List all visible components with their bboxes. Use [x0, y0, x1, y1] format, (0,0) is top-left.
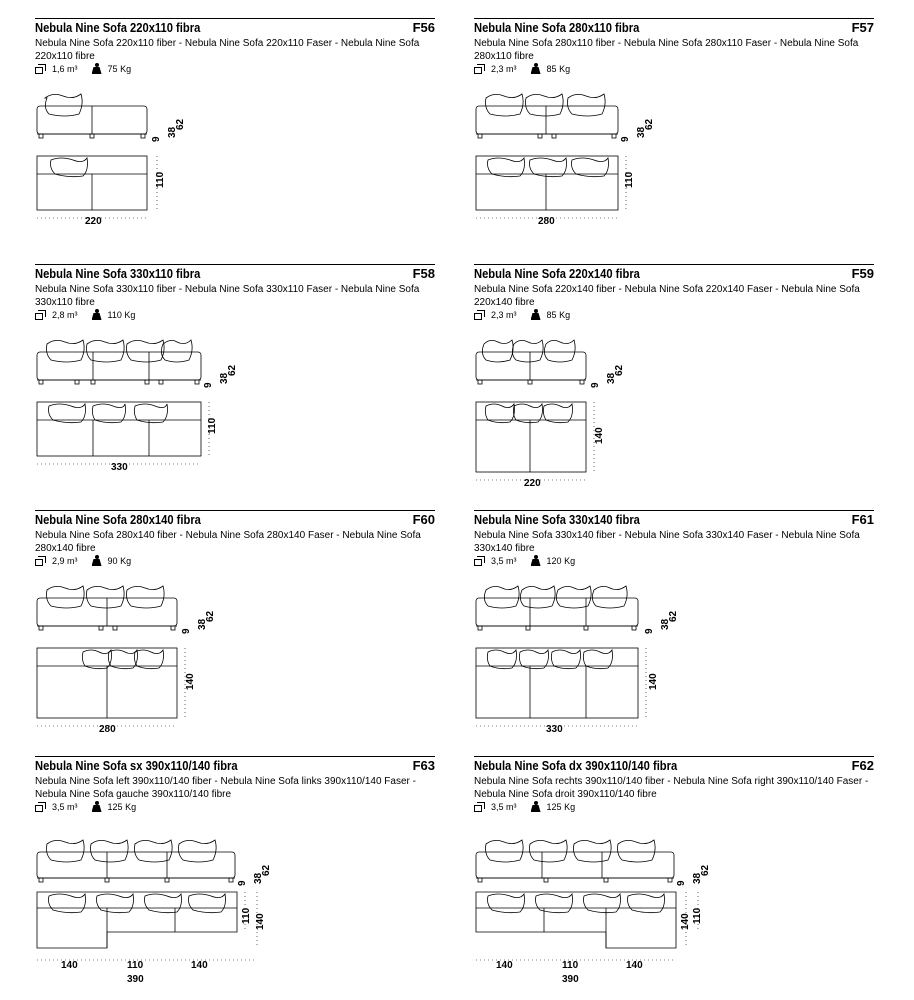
product-description: Nebula Nine Sofa 330x140 fiber - Nebula Nine Sofa 330x140 Faser - Nebula Nine Sofa 330x140 fibre — [474, 530, 860, 554]
product-title: Nebula Nine Sofa dx 390x110/140 fibra — [474, 758, 678, 773]
dim-height: 62 — [227, 364, 238, 376]
weight-unit: Kg — [559, 309, 571, 320]
volume-box-icon — [35, 64, 46, 74]
product-description: Nebula Nine Sofa rechts 390x110/140 fiber - Nebula Nine Sofa right 390x110/140 Faser - Nebula Nine Sofa droit 390x110/140 fibre — [474, 776, 869, 800]
volume-value: 3,5 — [491, 801, 504, 812]
specs-row — [474, 555, 575, 566]
specs-row — [474, 309, 570, 320]
specs-row — [35, 309, 135, 320]
dim-seat: 38 — [253, 872, 264, 884]
weight-unit: Kg — [120, 555, 132, 566]
dimension-lines — [37, 892, 257, 960]
dim-depth: 110 — [155, 171, 166, 188]
dim-seg-a: 140 — [496, 960, 513, 971]
product-description: Nebula Nine Sofa 280x110 fiber - Nebula Nine Sofa 280x110 Faser - Nebula Nine Sofa 280x110 fibre — [474, 38, 859, 62]
dim-width: 390 — [127, 974, 144, 985]
volume-box-icon — [474, 310, 485, 320]
sofa-plan-view — [37, 892, 237, 948]
product-card-f58 — [35, 264, 435, 504]
dim-leg: 9 — [181, 628, 192, 634]
sofa-front-view — [476, 94, 618, 138]
dim-leg: 9 — [676, 880, 687, 886]
dim-seg-a: 140 — [61, 960, 78, 971]
dim-seg-b: 110 — [127, 960, 144, 971]
product-code: F62 — [851, 758, 874, 773]
dim-height: 62 — [205, 610, 216, 622]
product-card-f62 — [474, 756, 874, 996]
sofa-drawing — [35, 324, 435, 504]
dimension-lines — [476, 156, 626, 218]
volume-box-icon — [474, 802, 485, 812]
dim-depth: 140 — [594, 427, 605, 444]
product-title: Nebula Nine Sofa 330x140 fibra — [474, 512, 640, 527]
product-code: F63 — [412, 758, 435, 773]
product-code: F59 — [851, 266, 874, 281]
dim-leg: 9 — [151, 136, 162, 142]
dim-width: 330 — [546, 724, 563, 735]
dim-depth: 110 — [624, 171, 635, 188]
volume-box-icon — [35, 310, 46, 320]
weight-icon — [92, 309, 102, 320]
product-description: Nebula Nine Sofa left 390x110/140 fiber - Nebula Nine Sofa links 390x110/140 Faser - Nebula Nine Sofa gauche 390x110/140 fibre — [35, 776, 416, 800]
product-title: Nebula Nine Sofa 280x140 fibra — [35, 512, 201, 527]
dim-depth: 140 — [680, 913, 691, 930]
product-description: Nebula Nine Sofa 220x140 fiber - Nebula Nine Sofa 220x140 Faser - Nebula Nine Sofa 220x140 fibre — [474, 284, 860, 308]
product-card-f59 — [474, 264, 874, 504]
dim-leg: 9 — [620, 136, 631, 142]
volume-box-icon — [35, 802, 46, 812]
product-title: Nebula Nine Sofa 280x110 fibra — [474, 20, 640, 35]
product-description: Nebula Nine Sofa 280x140 fiber - Nebula Nine Sofa 280x140 Faser - Nebula Nine Sofa 280x140 fibre — [35, 530, 421, 554]
product-code: F57 — [851, 20, 874, 35]
volume-box-icon — [474, 556, 485, 566]
specs-row — [35, 801, 136, 812]
dim-leg: 9 — [237, 880, 248, 886]
weight-value: 110 — [107, 309, 122, 320]
product-title: Nebula Nine Sofa 220x140 fibra — [474, 266, 640, 281]
dim-seat: 38 — [219, 372, 230, 384]
divider — [35, 264, 435, 265]
weight-value: 120 — [546, 555, 562, 566]
volume-unit: m³ — [67, 63, 78, 74]
volume-value: 3,5 — [491, 555, 504, 566]
weight-icon — [531, 63, 541, 74]
dim-seg-c: 140 — [626, 960, 643, 971]
dim-height: 62 — [644, 118, 655, 130]
product-card-f63 — [35, 756, 435, 996]
sofa-drawing — [35, 816, 435, 996]
dim-width: 280 — [99, 724, 116, 735]
sofa-front-view — [476, 586, 638, 630]
dim-leg: 9 — [590, 382, 601, 388]
product-code: F58 — [412, 266, 435, 281]
dim-height: 62 — [668, 610, 679, 622]
dim-depth: 140 — [185, 673, 196, 690]
sofa-drawing — [474, 570, 874, 750]
weight-icon — [92, 555, 102, 566]
volume-unit: m³ — [67, 801, 78, 812]
dim-leg: 9 — [644, 628, 655, 634]
divider — [35, 510, 435, 511]
product-card-f57 — [474, 18, 874, 258]
dim-width: 330 — [111, 462, 128, 473]
divider — [474, 264, 874, 265]
dim-seg-c: 140 — [191, 960, 208, 971]
product-card-f56 — [35, 18, 435, 258]
volume-value: 2,3 — [491, 63, 504, 74]
weight-unit: Kg — [564, 555, 576, 566]
sofa-plan-view — [37, 402, 201, 456]
dim-depth: 110 — [207, 417, 218, 434]
divider — [474, 510, 874, 511]
dim-seat: 38 — [606, 372, 617, 384]
dim-depth2: 140 — [255, 913, 266, 930]
volume-unit: m³ — [506, 801, 517, 812]
volume-value: 3,5 — [52, 801, 65, 812]
sofa-front-view — [476, 840, 674, 882]
weight-value: 85 — [546, 309, 557, 320]
volume-unit: m³ — [506, 555, 517, 566]
dim-width: 220 — [85, 216, 102, 227]
sofa-plan-view — [476, 402, 586, 472]
sofa-plan-view — [476, 892, 676, 948]
product-code: F60 — [412, 512, 435, 527]
dim-seg-b: 110 — [562, 960, 579, 971]
volume-unit: m³ — [67, 309, 78, 320]
divider — [474, 756, 874, 757]
sofa-plan-view — [37, 648, 177, 718]
volume-value: 1,6 — [52, 63, 65, 74]
sofa-drawing — [35, 78, 435, 258]
dimension-lines — [37, 402, 209, 464]
weight-icon — [531, 801, 541, 812]
volume-unit: m³ — [506, 63, 517, 74]
sofa-front-view — [37, 94, 147, 138]
sofa-drawing — [474, 816, 874, 996]
sofa-drawing — [474, 78, 874, 258]
dim-height: 62 — [614, 364, 625, 376]
weight-value: 125 — [546, 801, 562, 812]
divider — [474, 18, 874, 19]
specs-row — [474, 801, 575, 812]
dim-seat: 38 — [197, 618, 208, 630]
weight-unit: Kg — [125, 801, 137, 812]
product-title: Nebula Nine Sofa sx 390x110/140 fibra — [35, 758, 238, 773]
dimension-lines — [476, 402, 594, 480]
weight-icon — [531, 309, 541, 320]
divider — [35, 756, 435, 757]
weight-unit: Kg — [559, 63, 571, 74]
dimension-lines — [476, 648, 646, 726]
weight-value: 75 — [107, 63, 118, 74]
sofa-front-view — [37, 840, 235, 882]
volume-unit: m³ — [67, 555, 78, 566]
product-code: F61 — [851, 512, 874, 527]
product-description: Nebula Nine Sofa 330x110 fiber - Nebula Nine Sofa 330x110 Faser - Nebula Nine Sofa 330x110 fibre — [35, 284, 420, 308]
dim-height: 62 — [700, 864, 711, 876]
product-card-f61 — [474, 510, 874, 750]
volume-box-icon — [35, 556, 46, 566]
sofa-plan-view — [476, 156, 618, 210]
dim-depth: 140 — [648, 673, 659, 690]
dim-leg: 9 — [203, 382, 214, 388]
weight-value: 90 — [107, 555, 118, 566]
dim-width: 280 — [538, 216, 555, 227]
weight-icon — [92, 801, 102, 812]
weight-unit: Kg — [120, 63, 132, 74]
dim-seat: 38 — [167, 126, 178, 138]
dim-width: 390 — [562, 974, 579, 985]
dim-depth2: 110 — [692, 907, 703, 924]
product-card-f60 — [35, 510, 435, 750]
divider — [35, 18, 435, 19]
sofa-front-view — [476, 340, 586, 384]
weight-icon — [531, 555, 541, 566]
dim-seat: 38 — [660, 618, 671, 630]
sofa-plan-view — [37, 156, 147, 210]
weight-unit: Kg — [564, 801, 576, 812]
volume-value: 2,8 — [52, 309, 65, 320]
product-description: Nebula Nine Sofa 220x110 fiber - Nebula Nine Sofa 220x110 Faser - Nebula Nine Sofa 220x110 fibre — [35, 38, 420, 62]
product-title: Nebula Nine Sofa 330x110 fibra — [35, 266, 201, 281]
dim-height: 62 — [175, 118, 186, 130]
volume-value: 2,9 — [52, 555, 65, 566]
sofa-plan-view — [476, 648, 638, 718]
sofa-drawing — [35, 570, 435, 750]
weight-value: 125 — [107, 801, 123, 812]
dim-depth: 110 — [241, 907, 252, 924]
product-title: Nebula Nine Sofa 220x110 fibra — [35, 20, 201, 35]
weight-value: 85 — [546, 63, 557, 74]
volume-unit: m³ — [506, 309, 517, 320]
sofa-front-view — [37, 340, 201, 384]
dim-width: 220 — [524, 478, 541, 489]
weight-unit: Kg — [124, 309, 136, 320]
volume-box-icon — [474, 64, 485, 74]
dim-seat: 38 — [692, 872, 703, 884]
sofa-drawing — [474, 324, 874, 504]
dimension-lines — [37, 156, 157, 218]
specs-row — [35, 555, 131, 566]
volume-value: 2,3 — [491, 309, 504, 320]
product-code: F56 — [412, 20, 435, 35]
specs-row — [474, 63, 570, 74]
specs-row — [35, 63, 131, 74]
weight-icon — [92, 63, 102, 74]
dim-seat: 38 — [636, 126, 647, 138]
dim-height: 62 — [261, 864, 272, 876]
sofa-front-view — [37, 586, 177, 630]
